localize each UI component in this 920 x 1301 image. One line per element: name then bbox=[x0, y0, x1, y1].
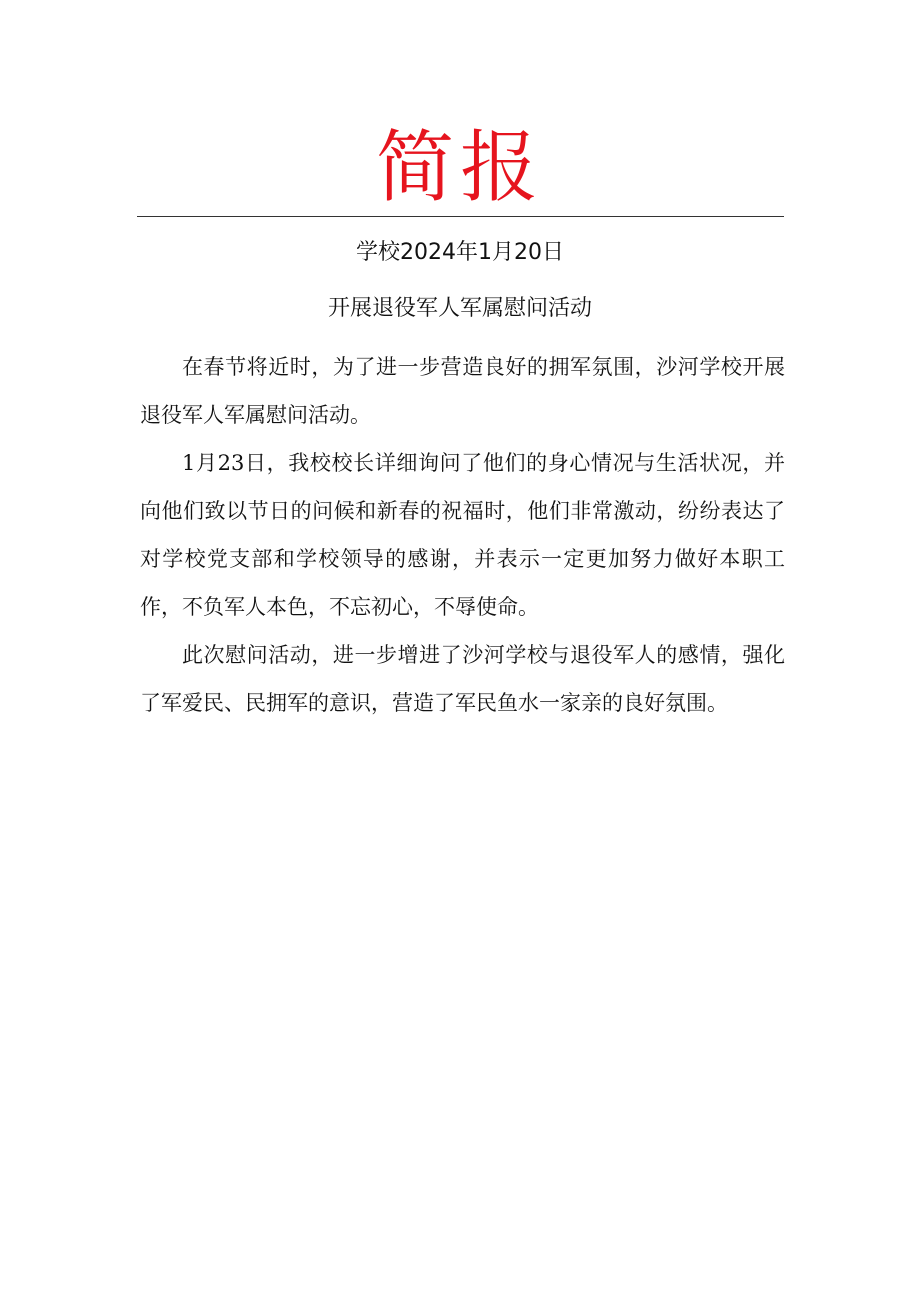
dateline: 学校2024年1月20日 bbox=[356, 240, 564, 265]
paragraph-1: 在春节将近时，为了进一步营造良好的拥军氛围，沙河学校开展退役军人军属慰问活动。 bbox=[140, 355, 785, 427]
masthead-title: 简报 bbox=[375, 123, 544, 213]
paragraph-3: 此次慰问活动，进一步增进了沙河学校与退役军人的感情，强化了军爱民、民拥军的意识，营造了军民鱼水一家亲的良好氛围。 bbox=[140, 643, 785, 715]
masthead-divider bbox=[137, 216, 784, 217]
article-headline: 开展退役军人军属慰问活动 bbox=[327, 296, 592, 321]
paragraph-2: 1月23日，我校校长详细询问了他们的身心情况与生活状况，并向他们致以节日的问候和新春的祝福时，他们非常激动，纷纷表达了对学校党支部和学校领导的感谢，并表示一定更加努力做好本职工作，不负军人本色，不忘初心，不辱使命。 bbox=[140, 451, 785, 619]
article-body bbox=[140, 343, 785, 727]
